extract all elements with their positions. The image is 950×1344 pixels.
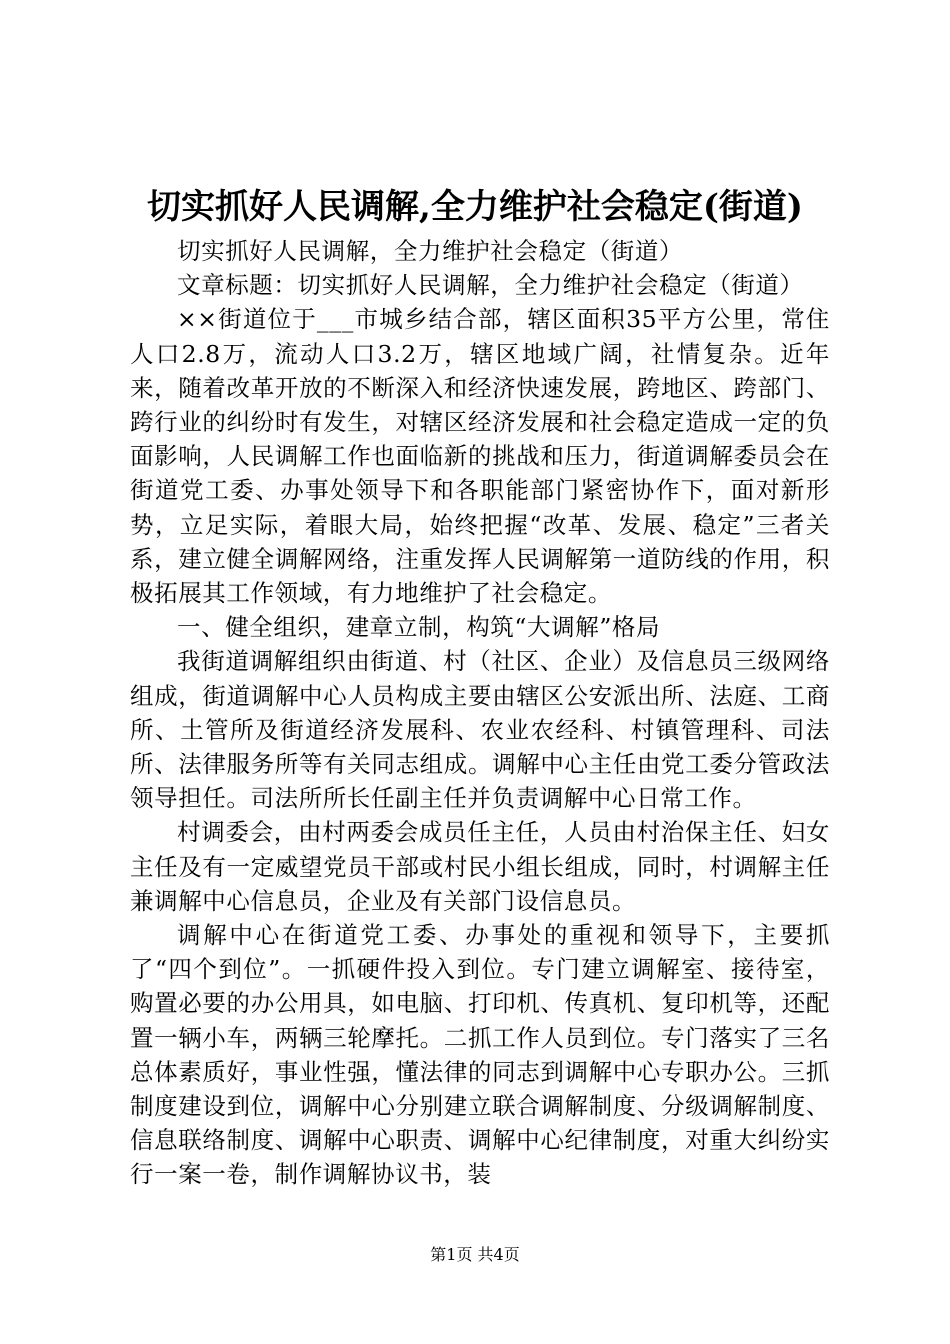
- paragraph-organization: 我街道调解组织由街道、村（社区、企业）及信息员三级网络组成，街道调解中心人员构成主要由辖区公安派出所、法庭、工商所、土管所及街道经济发展科、农业农经科、村镇管理科、司法所、法律服务所等有关同志组成。调解中心主任由党工委分管政法领导担任。司法所所长任副主任并负责调解中心日常工作。: [130, 647, 830, 813]
- page-number: 第1页 共4页: [430, 1245, 520, 1264]
- paragraph-village-committee: 村调委会，由村两委会成员任主任，人员由村治保主任、妇女主任及有一定威望党员干部或村民小组长组成，同时，村调解主任兼调解中心信息员，企业及有关部门设信息员。: [130, 818, 830, 915]
- paragraph-article-title: 文章标题：切实抓好人民调解，全力维护社会稳定（街道）: [177, 271, 804, 300]
- document-body: [130, 234, 830, 1192]
- section-heading: 一、健全组织，建章立制，构筑“大调解”格局: [177, 613, 661, 642]
- paragraph-subtitle: 切实抓好人民调解，全力维护社会稳定（街道）: [177, 237, 684, 265]
- paragraph-four-measures: 调解中心在街道党工委、办事处的重视和领导下，主要抓了“四个到位”。一抓硬件投入到位。专门建立调解室、接待室，购置必要的办公用具，如电脑、打印机、传真机、复印机等，还配置一辆小车，两辆三轮摩托。二抓工作人员到位。专门落实了三名总体素质好，事业性强，懂法律的同志到调解中心专职办公。三抓制度建设到位，调解中心分别建立联合调解制度、分级调解制度、信息联络制度、调解中心职责、调解中心纪律制度，对重大纠纷实行一案一卷，制作调解协议书，装: [130, 921, 830, 1189]
- paragraph-intro: ××街道位于___市城乡结合部，辖区面积35平方公里，常住人口2.8万，流动人口3.2万，辖区地域广阔，社情复杂。近年来，随着改革开放的不断深入和经济快速发展，跨地区、跨部门、跨行业的纠纷时有发生，对辖区经济发展和社会稳定造成一定的负面影响，人民调解工作也面临新的挑战和压力，街道调解委员会在街道党工委、办事处领导下和各职能部门紧密协作下，面对新形势，立足实际，着眼大局，始终把握“改革、发展、稳定”三者关系，建立健全调解网络，注重发挥人民调解第一道防线的作用，积极拓展其工作领域，有力地维护了社会稳定。: [130, 305, 830, 608]
- document-title: 切实抓好人民调解,全力维护社会稳定(街道): [146, 187, 803, 227]
